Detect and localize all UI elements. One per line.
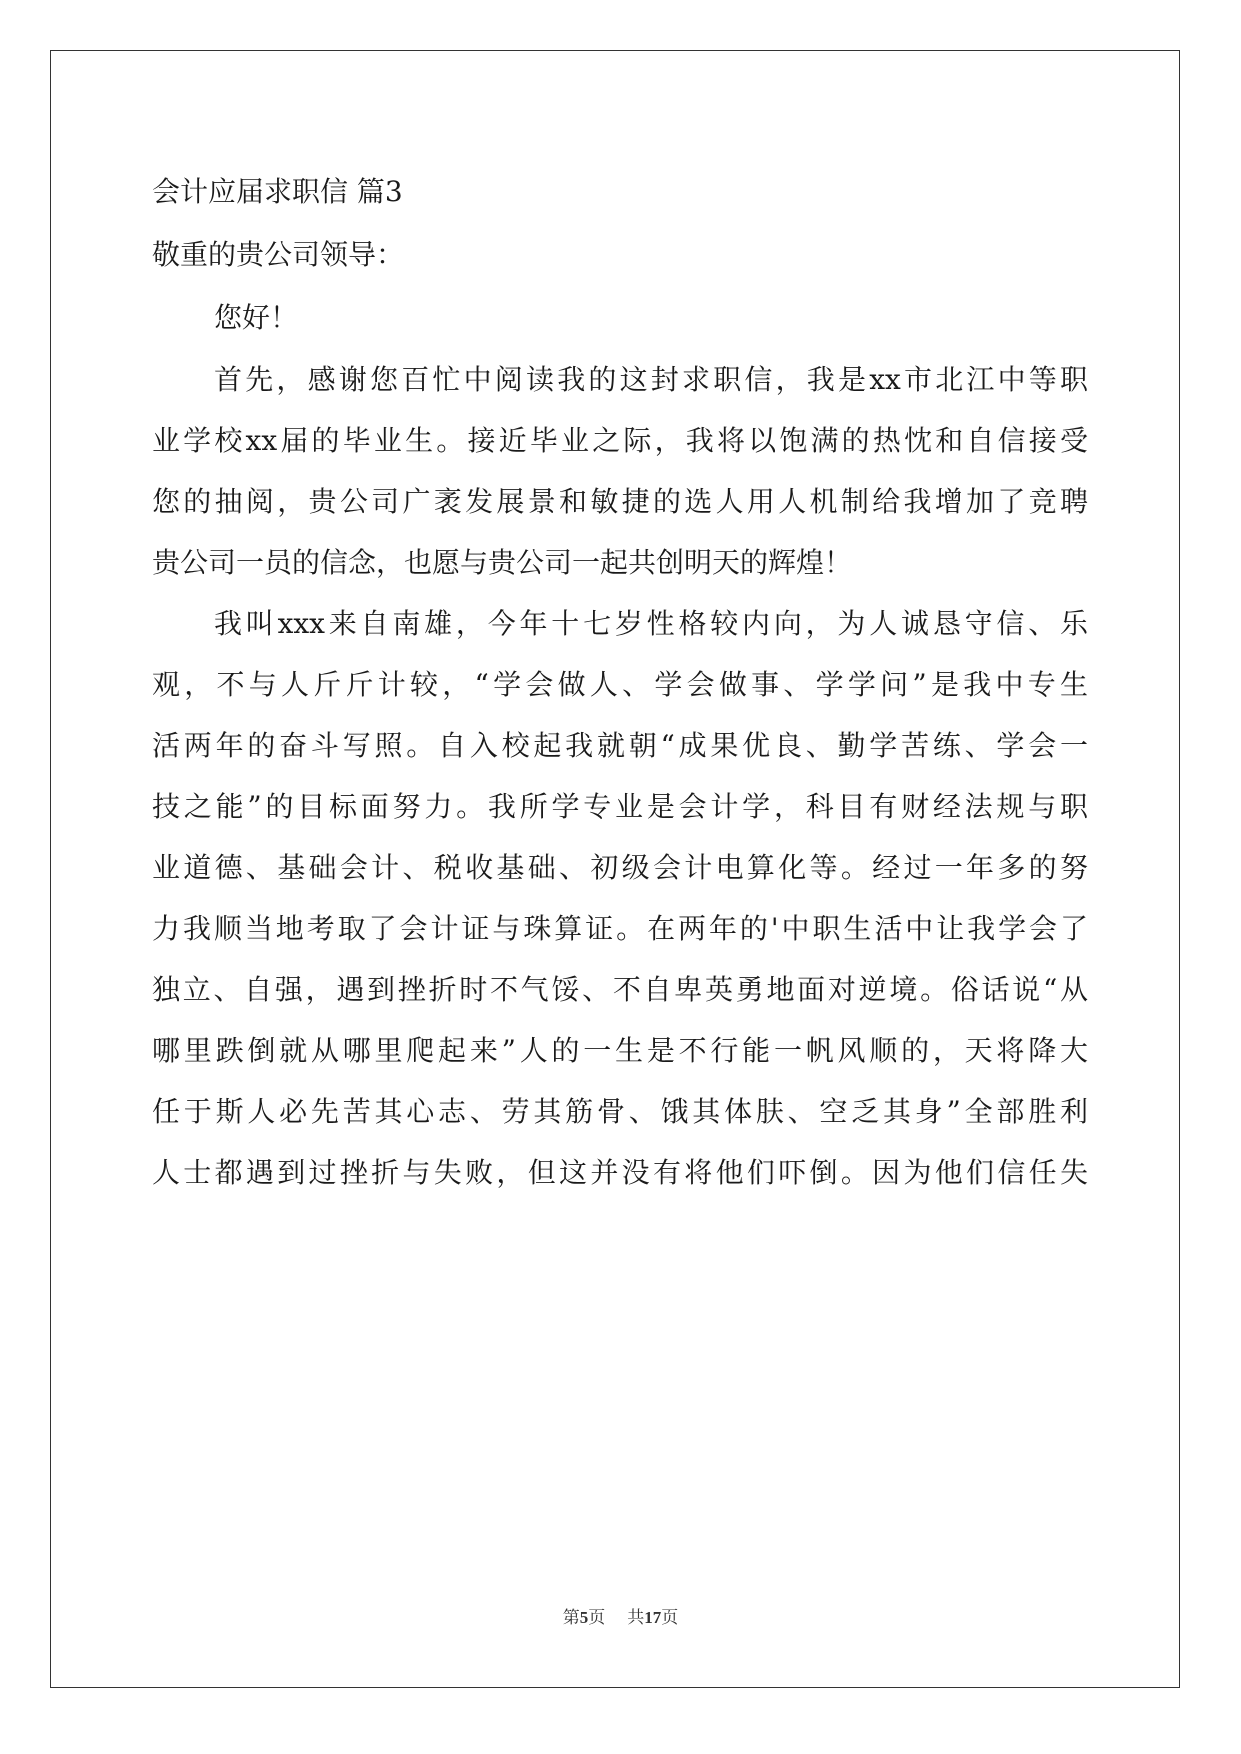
total-prefix: 共 — [627, 1608, 645, 1627]
paragraph-line: 技之能”的目标面努力。我所学专业是会计学，科目有财经法规与职 — [152, 790, 1088, 823]
paragraph-line: 活两年的奋斗写照。自入校起我就朝“成果优良、勤学苦练、学会一 — [152, 729, 1088, 762]
paragraph-line: 力我顺当地考取了会计证与珠算证。在两年的'中职生活中让我学会了 — [152, 912, 1088, 945]
page-prefix: 第 — [562, 1608, 580, 1627]
paragraph-line: 业学校xx届的毕业生。接近毕业之际，我将以饱满的热忱和自信接受 — [152, 424, 1088, 457]
paragraph-line: 哪里跌倒就从哪里爬起来”人的一生是不行能一帆风顺的，天将降大 — [152, 1034, 1088, 1067]
salutation: 敬重的贵公司领导： — [152, 238, 405, 271]
paragraph-line: 首先，感谢您百忙中阅读我的这封求职信，我是xx市北江中等职 — [214, 363, 1088, 396]
paragraph-line: 我叫xxx来自南雄，今年十七岁性格较内向，为人诚恳守信、乐 — [214, 607, 1088, 640]
page-number: 5 — [579, 1608, 589, 1627]
page-suffix: 页 — [588, 1608, 606, 1627]
paragraph-line: 人士都遇到过挫折与失败，但这并没有将他们吓倒。因为他们信任失 — [152, 1156, 1088, 1189]
paragraph-line: 贵公司一员的信念，也愿与贵公司一起共创明天的辉煌！ — [152, 546, 853, 579]
greeting: 您好！ — [214, 301, 299, 334]
letter-body — [152, 160, 1088, 1203]
paragraph-line: 业道德、基础会计、税收基础、初级会计电算化等。经过一年多的努 — [152, 851, 1088, 884]
total-suffix: 页 — [661, 1608, 679, 1627]
paragraph-2 — [152, 593, 1088, 1203]
page-footer — [0, 1603, 1241, 1628]
paragraph-line: 独立、自强，遇到挫折时不气馁、不自卑英勇地面对逆境。俗话说“从 — [152, 973, 1088, 1006]
document-title: 会计应届求职信 篇3 — [152, 175, 403, 208]
paragraph-line: 观，不与人斤斤计较，“学会做人、学会做事、学学问”是我中专生 — [152, 668, 1088, 701]
paragraph-1 — [152, 349, 1088, 593]
total-pages: 17 — [644, 1608, 662, 1627]
paragraph-line: 任于斯人必先苦其心志、劳其筋骨、饿其体肤、空乏其身”全部胜利 — [152, 1095, 1088, 1128]
paragraph-line: 您的抽阅，贵公司广袤发展景和敏捷的选人用人机制给我增加了竞聘 — [152, 485, 1088, 518]
